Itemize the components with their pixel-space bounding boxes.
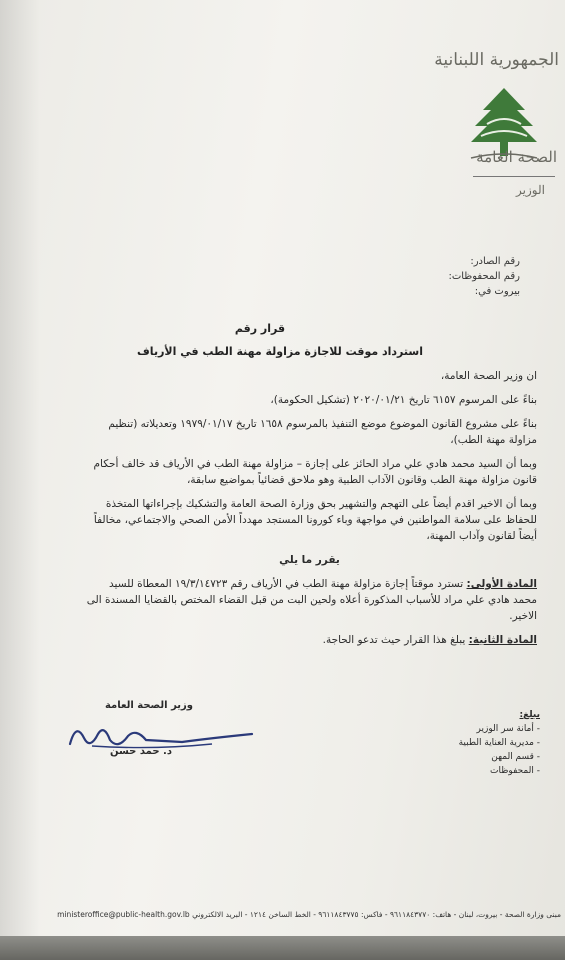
divider bbox=[473, 176, 555, 177]
article-one-label: المادة الأولى: bbox=[466, 578, 537, 590]
decides-heading: يقرر ما يلي bbox=[279, 554, 340, 566]
distribution-item: - المحفوظات bbox=[490, 766, 540, 776]
preamble-defamation: وبما أن الاخير اقدم أيضاً على التهجم والتشهير بحق وزارة الصحة العامة والتشكيك بإجراءاتها المتخذة للحفاظ على سلامة المواطنين في مواجهة وباء كورونا المستجد مهدداً الأمن الصحي والاجتماعي، مخالفاً أيضاً لقانون وآداب المهنة، bbox=[93, 498, 537, 542]
page-shadow bbox=[0, 0, 40, 960]
preamble-decree: بناءً على المرسوم ٦١٥٧ تاريخ ٢٠٢٠/٠١/٢١ (تشكيل الحكومة)، bbox=[270, 394, 537, 406]
signatory-title: وزير الصحة العامة bbox=[104, 700, 194, 711]
decision-body bbox=[82, 368, 537, 656]
distribution-item: - أمانة سر الوزير bbox=[476, 724, 540, 734]
issue-number-label: رقم الصادر: bbox=[470, 256, 520, 267]
article-two-text: يبلغ هذا القرار حيث تدعو الحاجة. bbox=[322, 634, 466, 646]
footer-address: مبنى وزارة الصحة - بيروت، لبنان - هاتف: ٩٦١١٨٤٣٧٧٠ - فاكس: ٩٦١١٨٤٣٧٧٥ - الخط الساخن ١٢١٤ - البريد الالكتروني bbox=[192, 910, 561, 919]
decision-subject-title: استرداد موقت للاجازة مزاولة مهنة الطب في الأرياف bbox=[137, 345, 423, 358]
minister-heading: الوزير bbox=[516, 183, 545, 197]
footer-email: ministeroffice@public-health.gov.lb bbox=[57, 910, 190, 919]
distribution-item: - مديرية العناية الطبية bbox=[458, 738, 540, 748]
article-two-label: المادة الثانية: bbox=[468, 634, 537, 646]
letterhead bbox=[365, 40, 565, 210]
preamble-minister: ان وزير الصحة العامة، bbox=[440, 370, 537, 382]
article-one bbox=[82, 576, 537, 624]
distribution-list bbox=[400, 708, 540, 778]
decision-number-title: قرار رقم bbox=[234, 322, 286, 335]
place-date-label: بيروت في: bbox=[474, 286, 520, 297]
article-one-text: تسترد موقتاً إجازة مزاولة مهنة الطب في الأرياف رقم ١٩/٣/١٤٧٢٣ المعطاة للسيد محمد هادي علي مراد للأسباب المذكورة أعلاه ولحين البت من قبل القضاء المختص بالقضايا المسندة الى الاخير. bbox=[86, 578, 537, 622]
distribution-title: يبلغ: bbox=[519, 710, 540, 720]
footer-contact bbox=[0, 910, 565, 932]
distribution-item: - قسم المهن bbox=[491, 752, 540, 762]
signatory-name: د. حمد حسن bbox=[110, 746, 172, 757]
article-two bbox=[82, 632, 537, 648]
preamble-law: بناءً على مشروع القانون الموضوع موضع التنفيذ بالمرسوم ١٦٥٨ تاريخ ١٩٧٩/٠١/١٧ وتعديلاته (تنظيم مزاولة مهنة الطب)، bbox=[108, 418, 537, 446]
ministry-heading: الصحة العامة bbox=[476, 148, 557, 166]
signature-block bbox=[64, 700, 234, 711]
republic-heading: الجمهورية اللبنانية bbox=[434, 50, 559, 70]
scan-bottom-edge bbox=[0, 936, 565, 960]
reference-fields bbox=[300, 254, 520, 299]
preamble-violation: وبما أن السيد محمد هادي علي مراد الحائز على إجازة – مزاولة مهنة الطب في الأرياف قد خالف أحكام قانون مزاولة مهنة الطب وقانون الآداب الطبية وهو ملاحق قضائياً بمواضيع سابقة، bbox=[93, 458, 537, 486]
archive-number-label: رقم المحفوظات: bbox=[448, 271, 520, 282]
